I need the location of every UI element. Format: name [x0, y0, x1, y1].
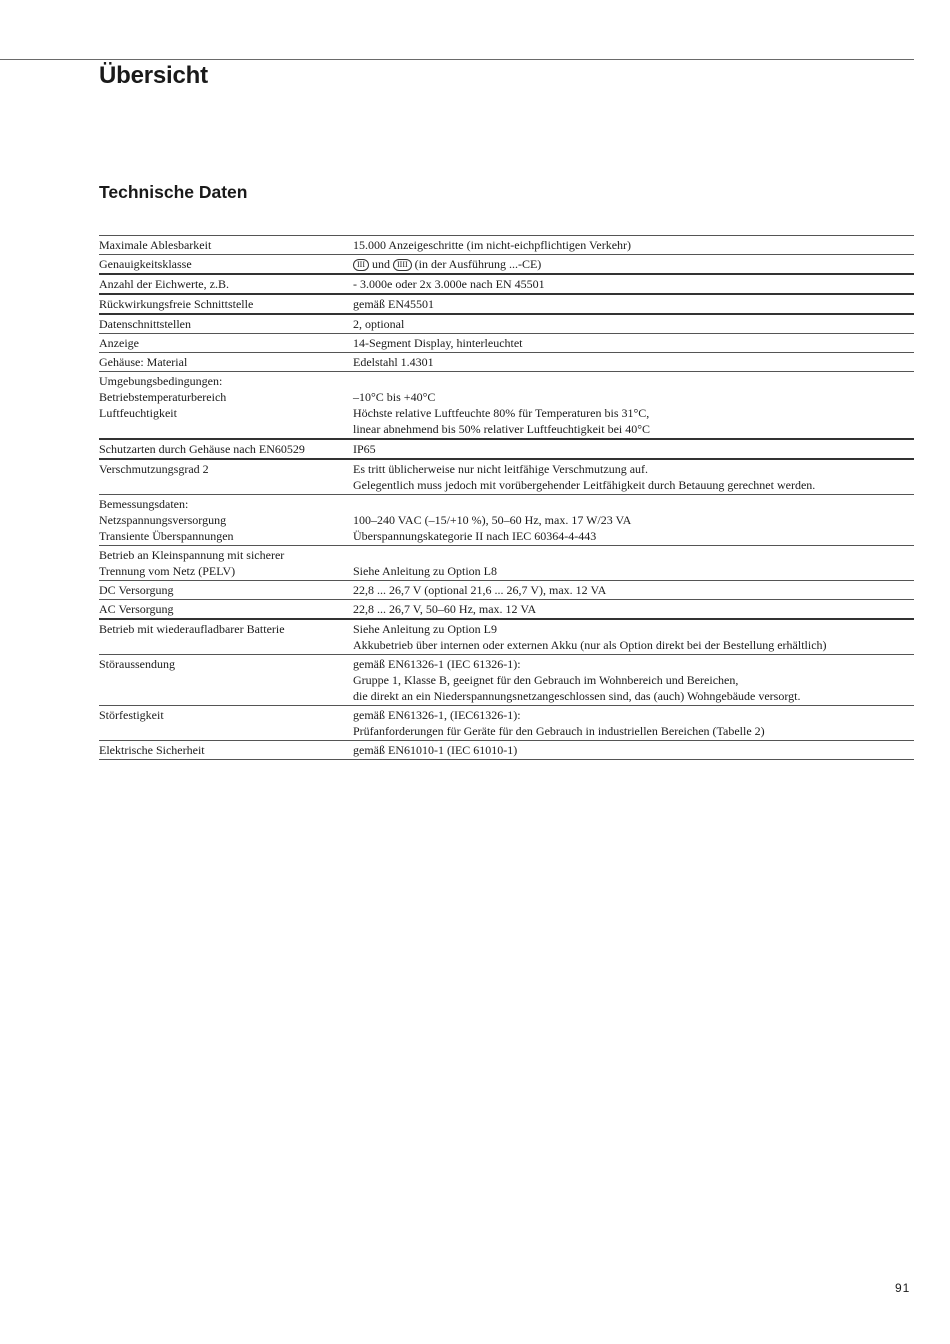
spec-label-line: Gehäuse: Material	[99, 355, 188, 369]
spec-label-line: Genauigkeitsklasse	[99, 257, 192, 271]
spec-value-line: linear abnehmend bis 50% relativer Luftfeuchtigkeit bei 40°C	[353, 422, 651, 436]
spec-label-line: Anzahl der Eichwerte, z.B.	[99, 277, 229, 291]
spec-row	[99, 295, 914, 315]
spec-label-line: Betrieb mit wiederaufladbarer Batterie	[99, 622, 285, 636]
spec-label-line: Netzspannungsversorgung	[99, 513, 227, 527]
spec-label-line: Betrieb an Kleinspannung mit sicherer	[99, 548, 285, 562]
spec-label	[99, 707, 353, 739]
spec-value	[353, 256, 914, 272]
spec-label-line: Betriebstemperaturbereich	[99, 390, 227, 404]
spec-value-line: Siehe Anleitung zu Option L8	[353, 564, 497, 578]
spec-label-line	[99, 688, 353, 704]
spec-label	[99, 496, 353, 544]
spec-label	[99, 547, 353, 579]
spec-label-line: Anzeige	[99, 336, 139, 350]
spec-value	[353, 496, 914, 544]
spec-row	[99, 706, 914, 741]
spec-value-line: gemäß EN61010-1 (IEC 61010-1)	[353, 743, 518, 757]
spec-label-line: Datenschnittstellen	[99, 317, 191, 331]
spec-value	[353, 316, 914, 332]
spec-value-line: Edelstahl 1.4301	[353, 355, 434, 369]
spec-row	[99, 440, 914, 460]
spec-value-line: 22,8 ... 26,7 V, 50–60 Hz, max. 12 VA	[353, 602, 537, 616]
spec-value	[353, 354, 914, 370]
spec-label	[99, 582, 353, 598]
spec-value-line: Es tritt üblicherweise nur nicht leitfähige Verschmutzung auf.	[353, 462, 649, 476]
spec-value	[353, 547, 914, 579]
spec-value-line: gemäß EN61326-1, (IEC61326-1):	[353, 708, 521, 722]
spec-table	[99, 235, 914, 760]
spec-row	[99, 236, 914, 255]
spec-value-line: 2, optional	[353, 317, 405, 331]
spec-value-line	[353, 373, 914, 389]
spec-row	[99, 655, 914, 706]
spec-value	[353, 237, 914, 253]
accuracy-class-und: und	[372, 257, 390, 271]
spec-label-line: Trennung vom Netz (PELV)	[99, 564, 236, 578]
spec-label-line: Umgebungsbedingungen:	[99, 374, 223, 388]
spec-value-line: gemäß EN61326-1 (IEC 61326-1):	[353, 657, 521, 671]
spec-label	[99, 601, 353, 617]
spec-label	[99, 373, 353, 437]
spec-value-line: Akkubetrieb über internen oder externen Akku (nur als Option direkt bei der Bestellung erhältlich)	[353, 638, 827, 652]
spec-value-line: IP65	[353, 442, 376, 456]
spec-row	[99, 275, 914, 295]
spec-value	[353, 601, 914, 617]
spec-label-line: AC Versorgung	[99, 602, 174, 616]
spec-row	[99, 353, 914, 372]
spec-row	[99, 315, 914, 334]
spec-value	[353, 707, 914, 739]
spec-label	[99, 621, 353, 653]
spec-label-line	[99, 723, 353, 739]
spec-label	[99, 296, 353, 312]
accuracy-class-iiii-symbol: IIII	[393, 259, 412, 271]
spec-value-line: 100–240 VAC (–15/+10 %), 50–60 Hz, max. 17 W/23 VA	[353, 513, 632, 527]
spec-value-line: 15.000 Anzeigeschritte (im nicht-eichpflichtigen Verkehr)	[353, 238, 632, 252]
spec-value	[353, 461, 914, 493]
spec-label-line: DC Versorgung	[99, 583, 174, 597]
spec-label	[99, 276, 353, 292]
spec-value-line: Gelegentlich muss jedoch mit vorübergehender Leitfähigkeit durch Betauung gerechnet werden.	[353, 478, 816, 492]
spec-value-line: Prüfanforderungen für Geräte für den Gebrauch in industriellen Bereichen (Tabelle 2)	[353, 724, 765, 738]
spec-label-line: Störaussendung	[99, 657, 175, 671]
spec-label	[99, 461, 353, 493]
spec-value-line: die direkt an ein Niederspannungsnetzangeschlossen sind, das (auch) Wohngebäude versorgt.	[353, 689, 801, 703]
spec-label-line: Rückwirkungsfreie Schnittstelle	[99, 297, 254, 311]
spec-row	[99, 600, 914, 620]
spec-row	[99, 255, 914, 275]
spec-value	[353, 656, 914, 704]
spec-value-line: 14-Segment Display, hinterleuchtet	[353, 336, 523, 350]
spec-row	[99, 372, 914, 440]
top-rule	[0, 59, 914, 60]
spec-row	[99, 460, 914, 495]
spec-label-line: Luftfeuchtigkeit	[99, 406, 177, 420]
spec-label-line: Elektrische Sicherheit	[99, 743, 205, 757]
spec-row	[99, 620, 914, 655]
spec-label-line	[99, 672, 353, 688]
spec-value-line: - 3.000e oder 2x 3.000e nach EN 45501	[353, 277, 545, 291]
accuracy-class-iii-symbol: III	[353, 259, 369, 271]
spec-row	[99, 741, 914, 760]
page-title: Übersicht	[99, 62, 208, 89]
accuracy-class-line	[353, 256, 914, 272]
spec-label-line	[99, 421, 353, 437]
spec-value-line	[353, 547, 914, 563]
spec-label	[99, 335, 353, 351]
accuracy-class-suffix: (in der Ausführung ...-CE)	[414, 257, 542, 271]
spec-label-line: Störfestigkeit	[99, 708, 164, 722]
spec-label	[99, 441, 353, 457]
spec-label-line: Maximale Ablesbarkeit	[99, 238, 212, 252]
spec-label	[99, 656, 353, 704]
spec-row	[99, 546, 914, 581]
spec-label	[99, 237, 353, 253]
spec-label-line	[99, 637, 353, 653]
spec-row	[99, 495, 914, 546]
spec-row	[99, 581, 914, 600]
spec-label-line: Bemessungsdaten:	[99, 497, 189, 511]
spec-value	[353, 441, 914, 457]
spec-value	[353, 296, 914, 312]
spec-value	[353, 373, 914, 437]
spec-label-line: Schutzarten durch Gehäuse nach EN60529	[99, 442, 305, 456]
spec-value	[353, 621, 914, 653]
spec-value-line: –10°C bis +40°C	[353, 390, 436, 404]
spec-value	[353, 276, 914, 292]
spec-label	[99, 354, 353, 370]
spec-label	[99, 742, 353, 758]
spec-value-line	[353, 496, 914, 512]
spec-row	[99, 334, 914, 353]
spec-value	[353, 742, 914, 758]
spec-label	[99, 316, 353, 332]
spec-value-line: Gruppe 1, Klasse B, geeignet für den Gebrauch im Wohnbereich und Bereichen,	[353, 673, 739, 687]
section-title: Technische Daten	[99, 182, 248, 202]
spec-value	[353, 582, 914, 598]
spec-label-line: Verschmutzungsgrad 2	[99, 462, 209, 476]
spec-value	[353, 335, 914, 351]
spec-label-line	[99, 477, 353, 493]
spec-value-line: gemäß EN45501	[353, 297, 434, 311]
spec-value-line: 22,8 ... 26,7 V (optional 21,6 ... 26,7 V), max. 12 VA	[353, 583, 607, 597]
spec-value-line: Höchste relative Luftfeuchte 80% für Temperaturen bis 31°C,	[353, 406, 650, 420]
spec-label-line: Transiente Überspannungen	[99, 529, 234, 543]
spec-label	[99, 256, 353, 272]
page-number: 91	[895, 1281, 911, 1295]
spec-value-line: Siehe Anleitung zu Option L9	[353, 622, 497, 636]
spec-value-line: Überspannungskategorie II nach IEC 60364-4-443	[353, 529, 597, 543]
